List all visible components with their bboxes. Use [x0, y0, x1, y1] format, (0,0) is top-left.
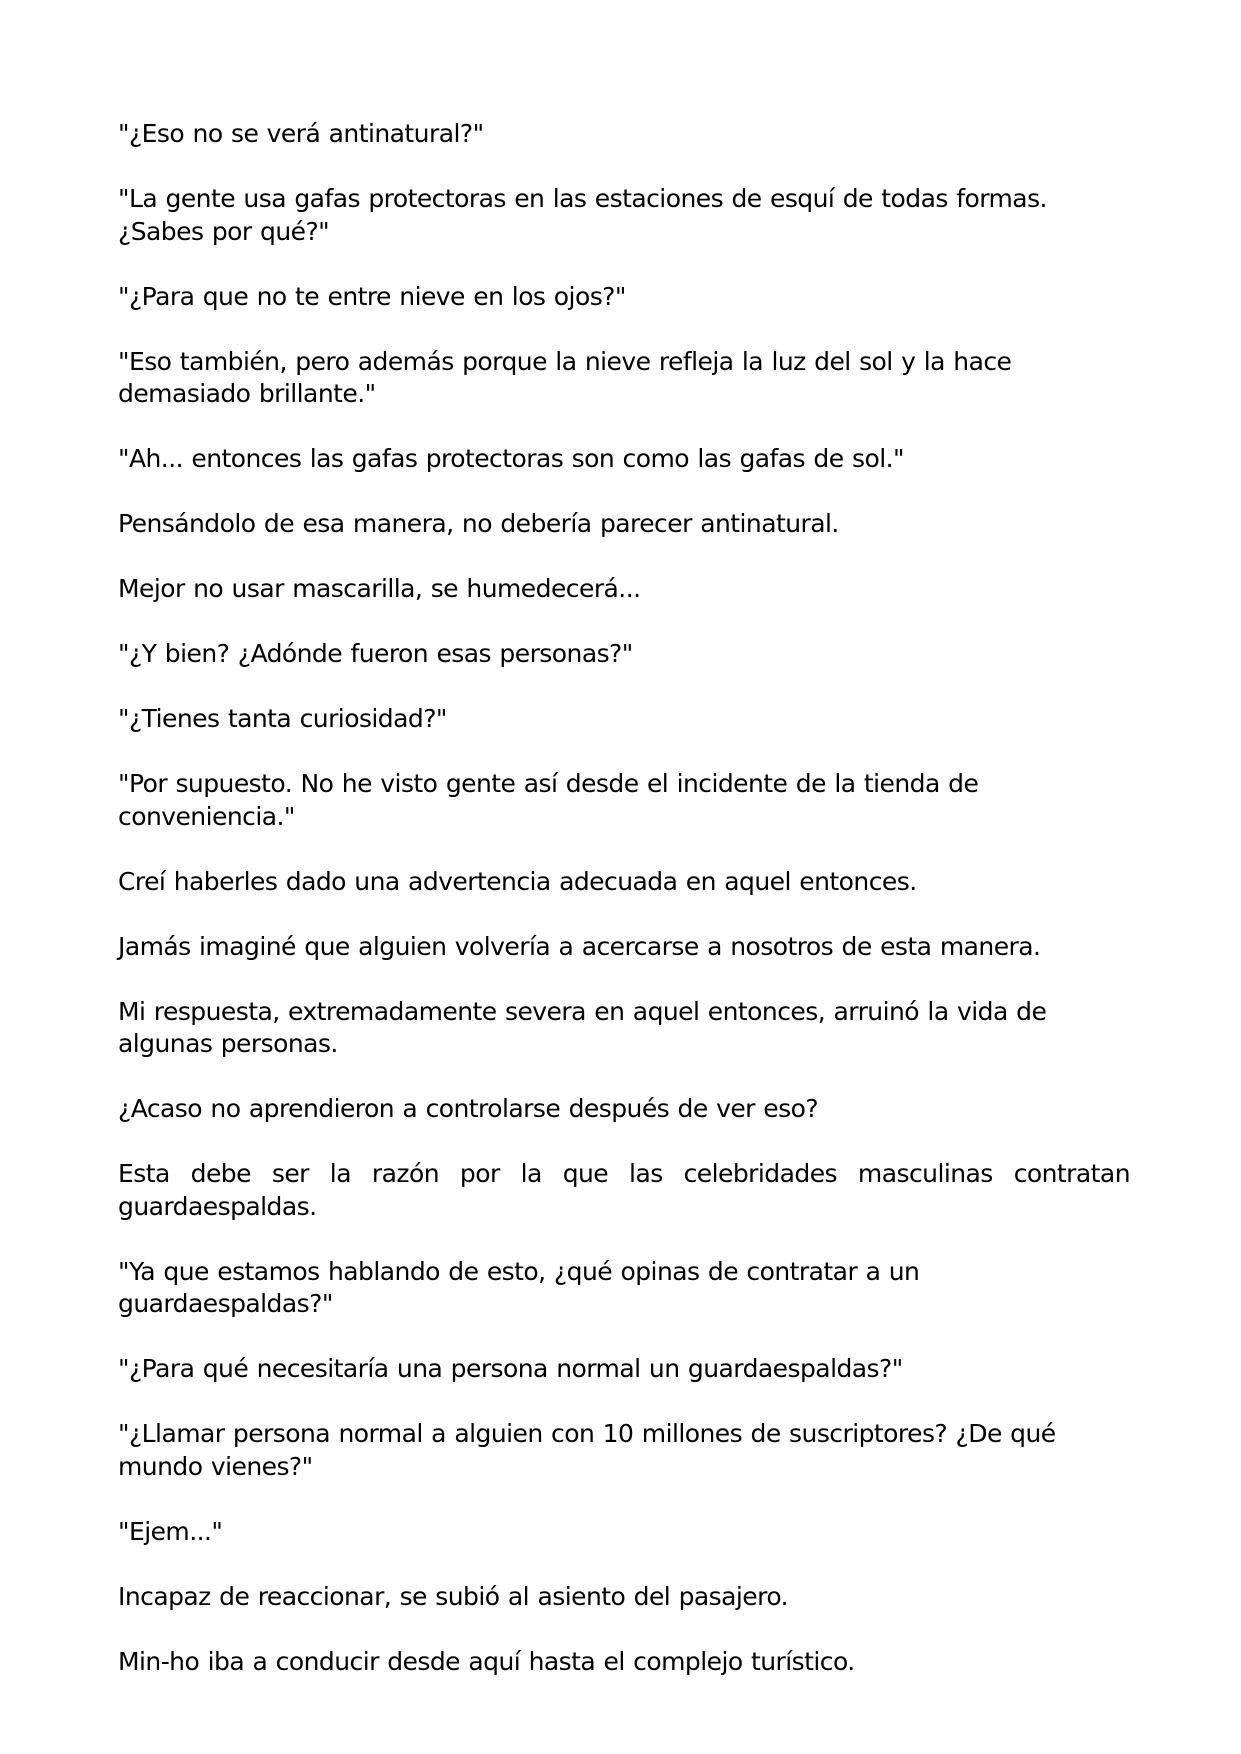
- paragraph: "Ya que estamos hablando de esto, ¿qué opinas de contratar a un guardaespaldas?": [118, 1256, 920, 1318]
- paragraph: Pensándolo de esa manera, no debería parecer antinatural.: [118, 509, 839, 538]
- paragraph: "¿Para que no te entre nieve en los ojos?": [118, 281, 626, 311]
- paragraph: Creí haberles dado una advertencia adecuada en aquel entonces.: [118, 866, 917, 896]
- paragraph: Esta debe ser la razón por la que las celebridades masculinas contratan guardaespaldas.: [118, 1159, 1130, 1221]
- paragraph: Mejor no usar mascarilla, se humedecerá...: [118, 574, 641, 603]
- paragraph: "¿Y bien? ¿Adónde fueron esas personas?": [118, 639, 633, 668]
- paragraph: "Ejem...": [118, 1516, 223, 1546]
- paragraph: "Por supuesto. No he visto gente así desde el incidente de la tienda de conveniencia.": [118, 769, 979, 831]
- paragraph: "La gente usa gafas protectoras en las estaciones de esquí de todas formas. ¿Sabes por qué?": [118, 184, 1047, 246]
- paragraph: "¿Eso no se verá antinatural?": [118, 119, 484, 148]
- paragraph: Incapaz de reaccionar, se subió al asiento del pasajero.: [118, 1581, 789, 1611]
- paragraph: "¿Llamar persona normal a alguien con 10 millones de suscriptores? ¿De qué mundo vienes?": [118, 1419, 1056, 1481]
- paragraph: Min-ho iba a conducir desde aquí hasta el complejo turístico.: [118, 1646, 855, 1676]
- paragraph: "¿Tienes tanta curiosidad?": [118, 704, 447, 733]
- paragraph: "Ah... entonces las gafas protectoras son como las gafas de sol.": [118, 444, 904, 473]
- paragraph: "¿Para qué necesitaría una persona normal un guardaespaldas?": [118, 1354, 903, 1383]
- document-body: [118, 118, 1130, 1711]
- paragraph: "Eso también, pero además porque la nieve refleja la luz del sol y la hace demasiado brillante.": [118, 346, 1012, 408]
- paragraph: ¿Acaso no aprendieron a controlarse después de ver eso?: [118, 1094, 819, 1123]
- paragraph: Jamás imaginé que alguien volvería a acercarse a nosotros de esta manera.: [118, 931, 1041, 961]
- paragraph: Mi respuesta, extremadamente severa en aquel entonces, arruinó la vida de algunas personas.: [118, 996, 1047, 1058]
